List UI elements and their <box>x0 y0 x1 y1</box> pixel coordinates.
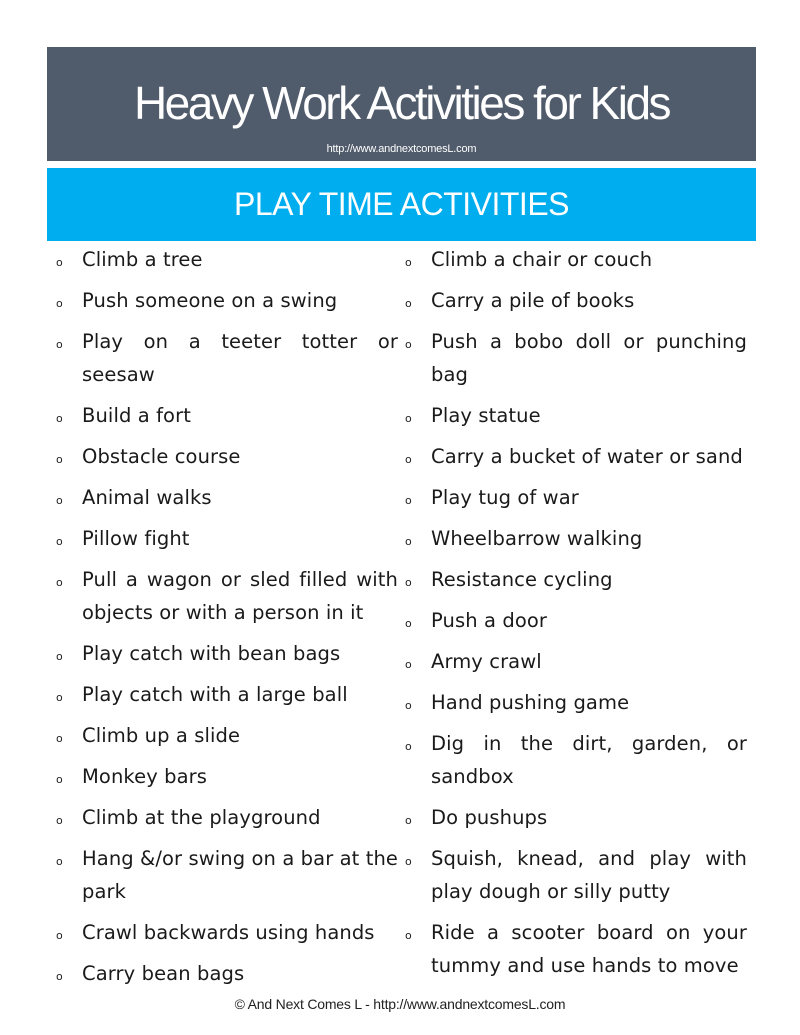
bullet-icon: o <box>405 338 412 351</box>
bullet-icon: o <box>56 773 63 786</box>
list-item-text: Pull a wagon or sled filled with objects or with a person in it <box>82 568 398 624</box>
bullet-icon: o <box>56 855 63 868</box>
footer-copyright: © And Next Comes L - http://www.andnextcomesL.com <box>234 996 566 1012</box>
bullet-icon: o <box>56 691 63 704</box>
list-item <box>403 325 747 391</box>
list-item-text: Do pushups <box>431 806 548 829</box>
header-url: http://www.andnextcomesL.com <box>326 143 477 155</box>
bullet-icon: o <box>405 699 412 712</box>
section-banner <box>47 168 756 241</box>
list-item-text: Play tug of war <box>431 486 579 509</box>
left-activity-list <box>54 243 398 998</box>
list-item <box>54 637 398 670</box>
bullet-icon: o <box>405 929 412 942</box>
list-item-text: Build a fort <box>82 404 191 427</box>
bullet-icon: o <box>56 576 63 589</box>
list-item-text: Pillow fight <box>82 527 190 550</box>
list-item <box>54 399 398 432</box>
list-item-text: Climb at the playground <box>82 806 321 829</box>
right-activity-list <box>403 243 747 990</box>
list-item <box>403 563 747 596</box>
list-item <box>54 719 398 752</box>
list-item-text: Crawl backwards using hands <box>82 921 375 944</box>
list-item-text: Push someone on a swing <box>82 289 338 312</box>
bullet-icon: o <box>56 338 63 351</box>
bullet-icon: o <box>405 617 412 630</box>
list-item <box>54 284 398 317</box>
list-item-text: Push a door <box>431 609 547 632</box>
bullet-icon: o <box>405 453 412 466</box>
list-item <box>54 760 398 793</box>
list-item <box>403 399 747 432</box>
list-item-text: Wheelbarrow walking <box>431 527 643 550</box>
list-item <box>403 645 747 678</box>
bullet-icon: o <box>405 576 412 589</box>
bullet-icon: o <box>56 453 63 466</box>
bullet-icon: o <box>405 740 412 753</box>
bullet-icon: o <box>405 855 412 868</box>
list-item-text: Play catch with a large ball <box>82 683 348 706</box>
bullet-icon: o <box>56 732 63 745</box>
list-item <box>403 243 747 276</box>
list-item-text: Dig in the dirt, garden, or sandbox <box>431 732 747 788</box>
list-item-text: Climb up a slide <box>82 724 241 747</box>
list-item <box>54 522 398 555</box>
list-item <box>403 842 747 908</box>
list-item-text: Climb a tree <box>82 248 203 271</box>
bullet-icon: o <box>56 297 63 310</box>
bullet-icon: o <box>405 535 412 548</box>
section-title: PLAY TIME ACTIVITIES <box>234 186 569 222</box>
list-item <box>403 727 747 793</box>
list-item-text: Hand pushing game <box>431 691 630 714</box>
list-item <box>403 604 747 637</box>
list-item-text: Play on a teeter totter or seesaw <box>82 330 398 386</box>
list-item-text: Obstacle course <box>82 445 241 468</box>
list-item <box>54 957 398 990</box>
list-item-text: Play catch with bean bags <box>82 642 341 665</box>
bullet-icon: o <box>56 256 63 269</box>
list-item <box>403 686 747 719</box>
list-item-text: Hang &/or swing on a bar at the park <box>82 847 399 903</box>
list-item-text: Climb a chair or couch <box>431 248 653 271</box>
bullet-icon: o <box>56 970 63 983</box>
bullet-icon: o <box>405 297 412 310</box>
bullet-icon: o <box>405 256 412 269</box>
list-item <box>54 440 398 473</box>
bullet-icon: o <box>56 412 63 425</box>
list-item <box>403 440 747 473</box>
list-item <box>54 481 398 514</box>
bullet-icon: o <box>56 650 63 663</box>
bullet-icon: o <box>405 412 412 425</box>
bullet-icon: o <box>56 814 63 827</box>
bullet-icon: o <box>405 814 412 827</box>
list-item-text: Carry a pile of books <box>431 289 635 312</box>
bullet-icon: o <box>56 929 63 942</box>
list-item <box>54 842 398 908</box>
header-banner <box>47 47 756 161</box>
list-item-text: Monkey bars <box>82 765 208 788</box>
bullet-icon: o <box>56 535 63 548</box>
list-item-text: Army crawl <box>431 650 542 673</box>
list-item-text: Play statue <box>431 404 541 427</box>
list-item <box>54 243 398 276</box>
list-item <box>403 916 747 982</box>
list-item <box>403 522 747 555</box>
page-title: Heavy Work Activities for Kids <box>133 77 670 129</box>
list-item <box>54 678 398 711</box>
bullet-icon: o <box>405 658 412 671</box>
list-item <box>54 325 398 391</box>
list-item-text: Animal walks <box>82 486 212 509</box>
list-item <box>403 481 747 514</box>
list-item-text: Ride a scooter board on your tummy and use hands to move <box>431 921 747 977</box>
list-item-text: Carry a bucket of water or sand <box>431 445 743 468</box>
list-item <box>403 284 747 317</box>
bullet-icon: o <box>405 494 412 507</box>
list-item-text: Resistance cycling <box>431 568 613 591</box>
list-item <box>54 801 398 834</box>
list-item-text: Push a bobo doll or punching bag <box>431 330 747 386</box>
bullet-icon: o <box>56 494 63 507</box>
list-item <box>54 563 398 629</box>
list-item <box>403 801 747 834</box>
list-item-text: Carry bean bags <box>82 962 245 985</box>
list-item-text: Squish, knead, and play with play dough or silly putty <box>431 847 747 903</box>
list-item <box>54 916 398 949</box>
